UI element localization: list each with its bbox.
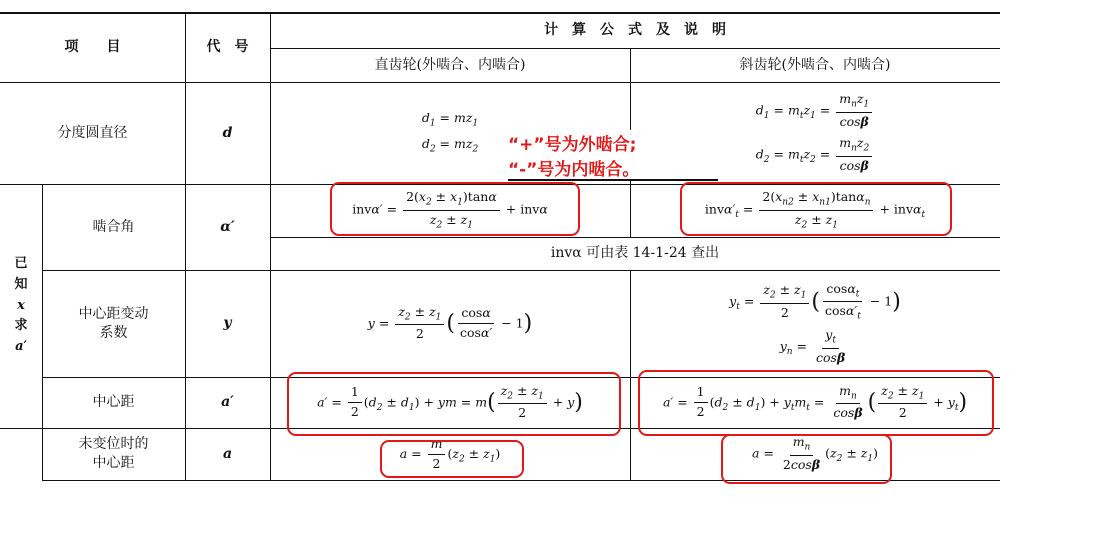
row-unshifted-label-1: 未变位时的 — [78, 436, 149, 453]
side-label-1: 知 — [14, 276, 28, 292]
row-angle-label: 啮合角 — [92, 218, 135, 235]
row-pitch-code: d — [222, 124, 233, 141]
formula-center-helical: a′ = $\frac{1}{2}$ $(d_2 \pm d_1) + y_tm_t$ = $\frac{m_n}{\cos\beta}$ ( $\frac{z_2 \pm z_1}{2}$ + $y_t$) — [662, 382, 968, 421]
row-unshifted-label — [42, 428, 185, 480]
row-coef-label-2: 系数 — [99, 324, 128, 341]
highlight-angle-helical — [680, 182, 952, 236]
side-label — [0, 184, 42, 428]
highlight-center-spur — [287, 372, 621, 436]
formula-coef-spur: y = $\frac{z_2 \pm z_1}{2}$ ( $\frac{\cos\alpha}{\cos\alpha'}$ − 1) — [367, 303, 533, 342]
annotation-line-1: “+”号为外啮合; — [508, 130, 636, 155]
row-angle-code: α′ — [220, 218, 235, 235]
formula-angle-helical: $inv\alpha'_t$ = $\frac{2(x_{n2} \pm x_{n1})\tan\alpha_n}{z_2 \pm z_1}$ + invα$_t$ — [704, 189, 926, 231]
side-label-0: 已 — [14, 256, 28, 271]
highlight-angle-spur — [330, 182, 580, 236]
header-helical: 斜齿轮(外啮合、内啮合) — [739, 56, 891, 73]
formula-center-spur: a′ = $\frac{1}{2}$ $(d_2 \pm d_1)$ + ym = m( $\frac{z_2 \pm z_1}{2}$ + y) — [317, 382, 583, 421]
row-center-code: a′ — [221, 394, 234, 411]
header-spur: 直齿轮(外啮合、内啮合) — [374, 56, 526, 73]
highlight-center-helical — [638, 370, 994, 436]
header-formula-group: 计 算 公 式 及 说 明 — [544, 21, 726, 38]
annotation-line-2: “-”号为内啮合。 — [508, 155, 639, 180]
header-code: 代 号 — [206, 38, 249, 55]
annotation-underline — [508, 179, 718, 181]
formula-unshifted-helical: a = $\frac{m_n}{2\cos\beta}$ $(z_2 \pm z_1)$ — [752, 434, 878, 472]
formula-angle-spur: invα′ = $\frac{2(x_2 \pm x_1)\tan\alpha}{z_2 \pm z_1}$ + invα — [352, 189, 548, 231]
row-coef-label — [42, 270, 185, 377]
formula-unshifted-spur: a = $\frac{m}{2}$ $(z_2 \pm z_1)$ — [399, 435, 501, 471]
row-center-label: 中心距 — [92, 394, 135, 411]
row-coef-code: y — [223, 315, 232, 332]
row-unshifted-label-2: 中心距 — [92, 455, 135, 471]
side-label-3: 求 — [14, 318, 28, 334]
formula-pitch-helical: $d_1 = m_tz_1$ = $\frac{m_nz_1}{\cos\beta}$ $d_2 = m_tz_2$ = $\frac{m_nz_2}{\cos\beta}$ — [630, 82, 1000, 184]
formula-pitch-spur: $d_1 = mz_1$ $d_2 = mz_2$ — [421, 110, 479, 155]
row-coef-label-1: 中心距变动 — [78, 305, 149, 322]
highlight-unshifted-spur — [380, 440, 524, 478]
highlight-unshifted-helical — [721, 434, 892, 484]
side-label-4: a′ — [15, 339, 27, 355]
row-unshifted-code: a — [222, 445, 233, 462]
row-pitch-label: 分度圆直径 — [57, 124, 128, 141]
header-item: 项 目 — [64, 38, 121, 55]
row-angle-note: invα 可由表 14-1-24 查出 — [550, 245, 720, 262]
side-label-2: x — [17, 297, 25, 313]
formula-coef-helical: $y_t$ = $\frac{z_2 \pm z_1}{2}$ ( $\frac{\cos\alpha_t}{\cos\alpha'_t}$ − 1) $y_n$ = $\frac{y_t}{\cos\beta}$ — [729, 280, 901, 365]
